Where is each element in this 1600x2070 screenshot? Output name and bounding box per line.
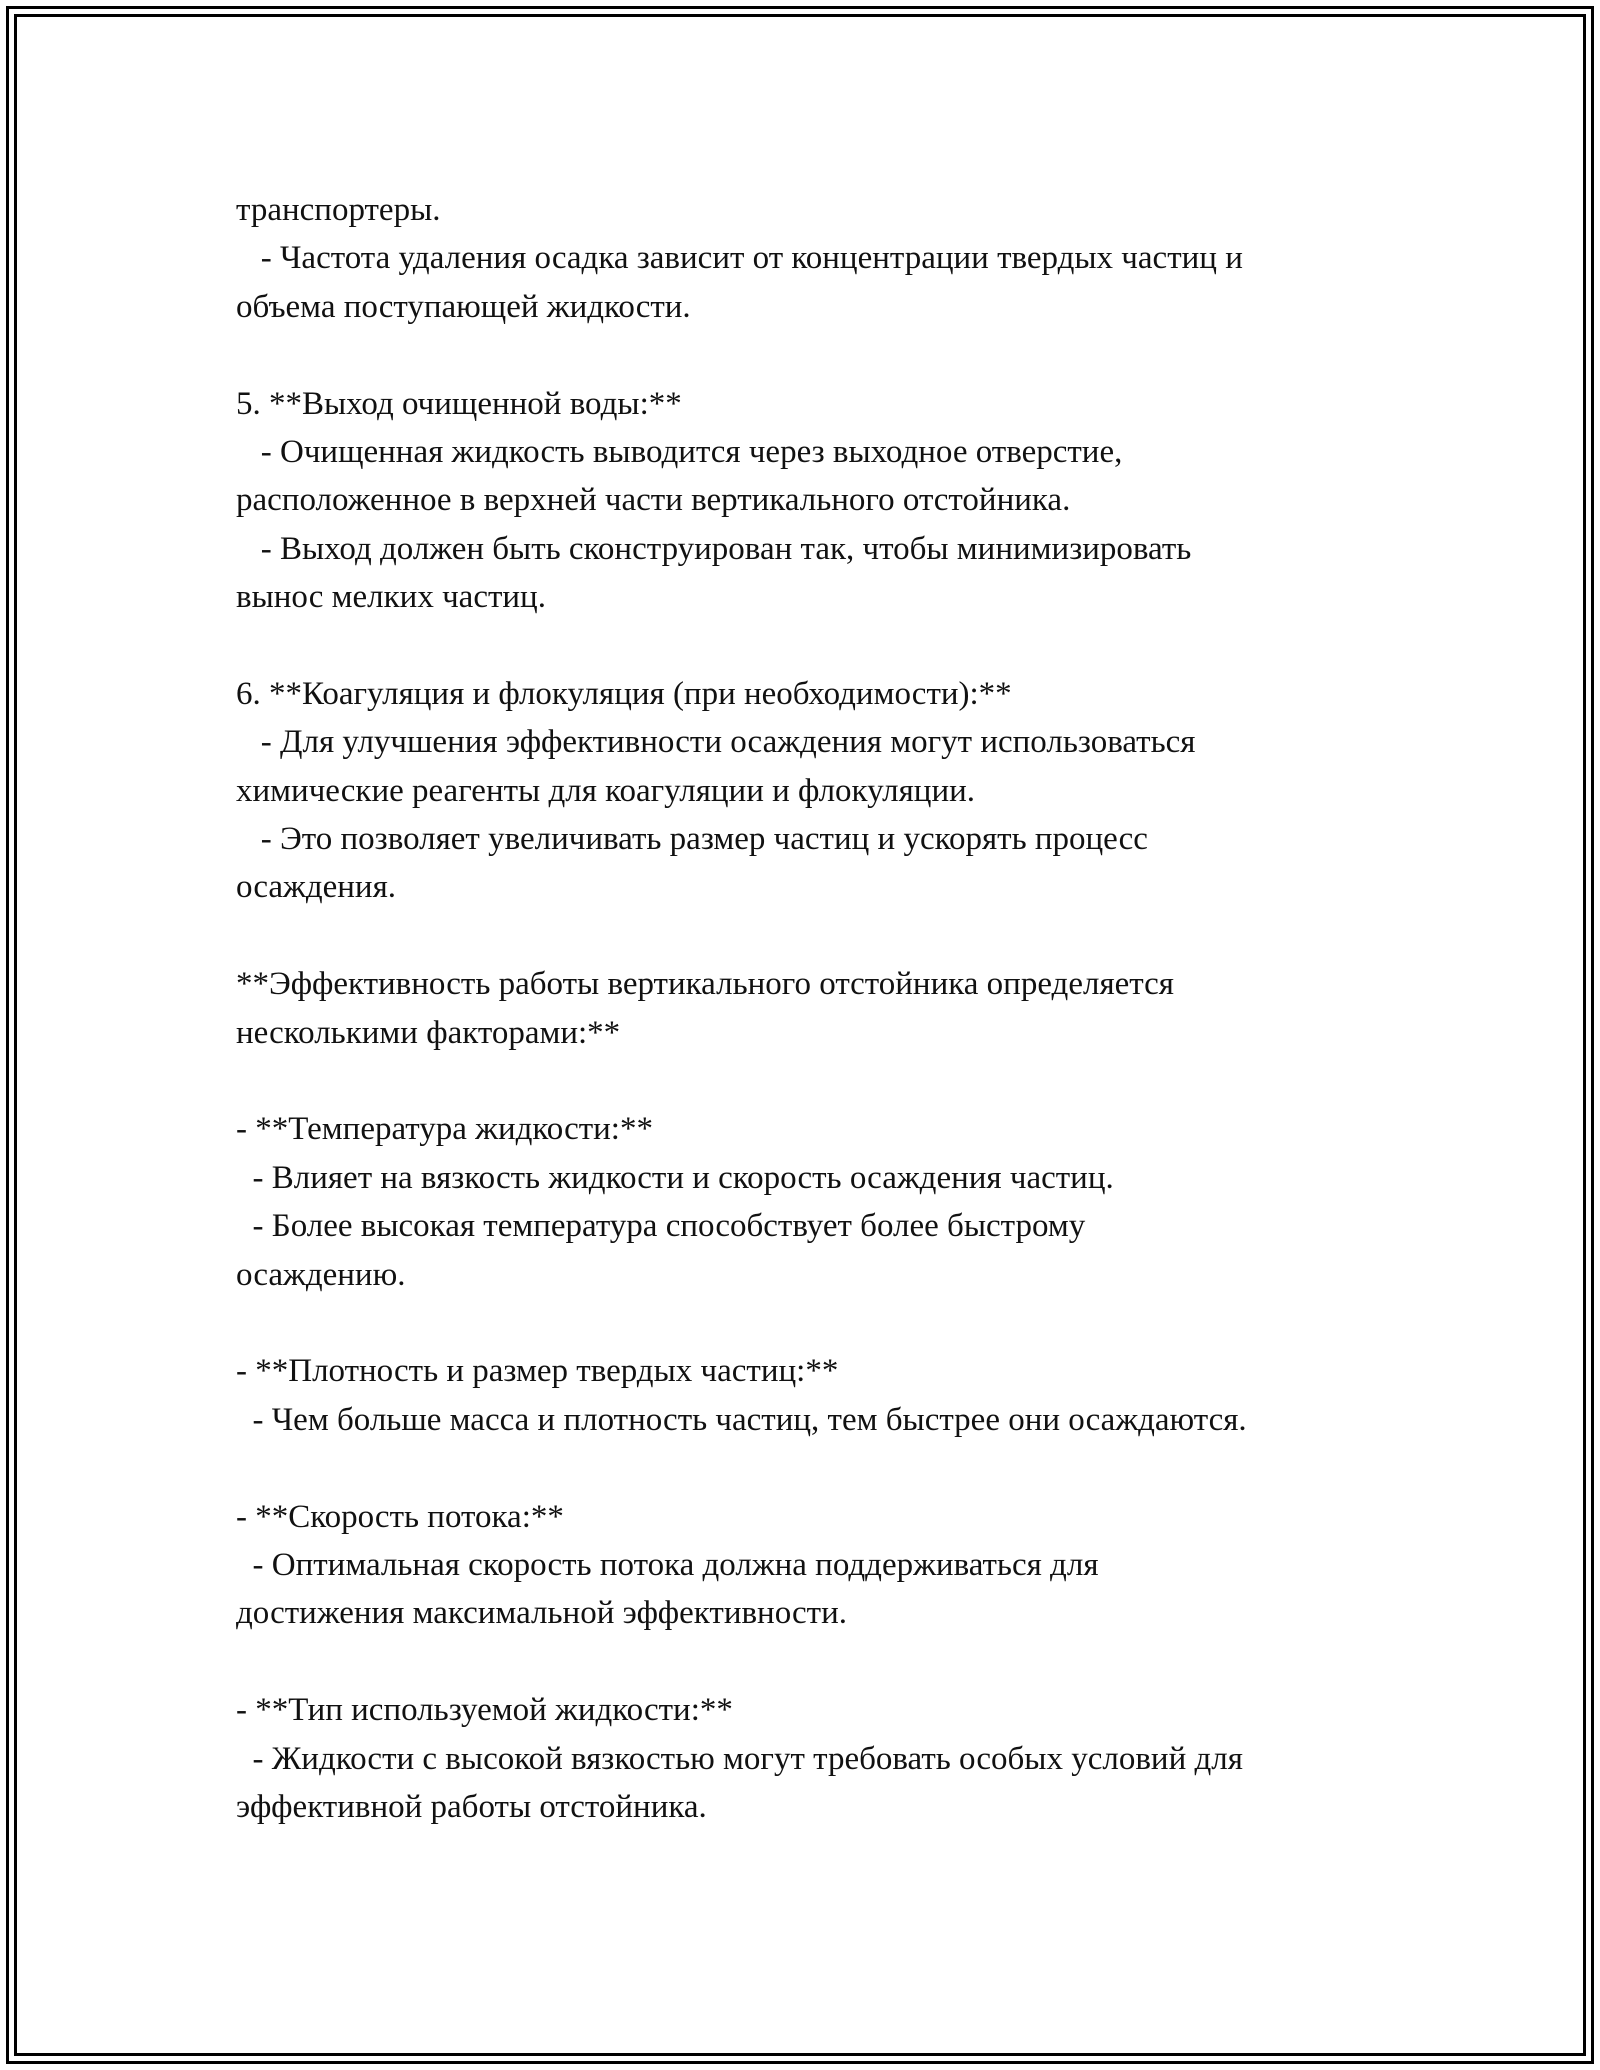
factor-title: - **Плотность и размер твердых частиц:** xyxy=(236,1353,839,1390)
blank-line xyxy=(236,622,1416,670)
text-line: осаждения. xyxy=(236,869,397,906)
blank-line xyxy=(236,331,1416,379)
factor-title: - **Скорость потока:** xyxy=(236,1498,564,1535)
text-line: - Для улучшения эффективности осаждения могут использоваться xyxy=(236,724,1196,761)
text-line: - Оптимальная скорость потока должна поддерживаться для xyxy=(236,1546,1099,1583)
blank-line xyxy=(236,912,1416,960)
text-line: - Чем больше масса и плотность частиц, тем быстрее они осаждаются. xyxy=(236,1401,1247,1438)
factor-title: - **Температура жидкости:** xyxy=(236,1111,653,1148)
text-line: химические реагенты для коагуляции и флокуляции. xyxy=(236,772,976,809)
blank-line xyxy=(236,1299,1416,1347)
section-heading: 5. **Выход очищенной воды:** xyxy=(236,385,682,422)
text-line: вынос мелких частиц. xyxy=(236,579,546,616)
text-line: - Влияет на вязкость жидкости и скорость осаждения частиц. xyxy=(236,1159,1114,1196)
section-heading: 6. **Коагуляция и флокуляция (при необходимости):** xyxy=(236,675,1012,712)
text-line: - Это позволяет увеличивать размер частиц и ускорять процесс xyxy=(236,821,1148,858)
text-line: расположенное в верхней части вертикального отстойника. xyxy=(236,482,1071,519)
factors-heading: **Эффективность работы вертикального отстойника определяется xyxy=(236,966,1174,1003)
text-line: эффективной работы отстойника. xyxy=(236,1788,707,1825)
text-line: - Частота удаления осадка зависит от концентрации твердых частиц и xyxy=(236,240,1243,277)
text-line: - Более высокая температура способствует более быстрому xyxy=(236,1208,1086,1245)
blank-line xyxy=(236,1638,1416,1686)
document-body xyxy=(236,186,1416,1831)
text-line: достижения максимальной эффективности. xyxy=(236,1595,848,1632)
factor-title: - **Тип используемой жидкости:** xyxy=(236,1692,733,1729)
blank-line xyxy=(236,1057,1416,1105)
text-line: объема поступающей жидкости. xyxy=(236,288,691,325)
blank-line xyxy=(236,1444,1416,1492)
text-line: - Жидкости с высокой вязкостью могут требовать особых условий для xyxy=(236,1740,1243,1777)
text-line: - Выход должен быть сконструирован так, чтобы минимизировать xyxy=(236,530,1192,567)
factors-heading: несколькими факторами:** xyxy=(236,1014,621,1051)
text-line: - Очищенная жидкость выводится через выходное отверстие, xyxy=(236,433,1123,470)
text-line: осаждению. xyxy=(236,1256,406,1293)
text-line: транспортеры. xyxy=(236,192,441,228)
